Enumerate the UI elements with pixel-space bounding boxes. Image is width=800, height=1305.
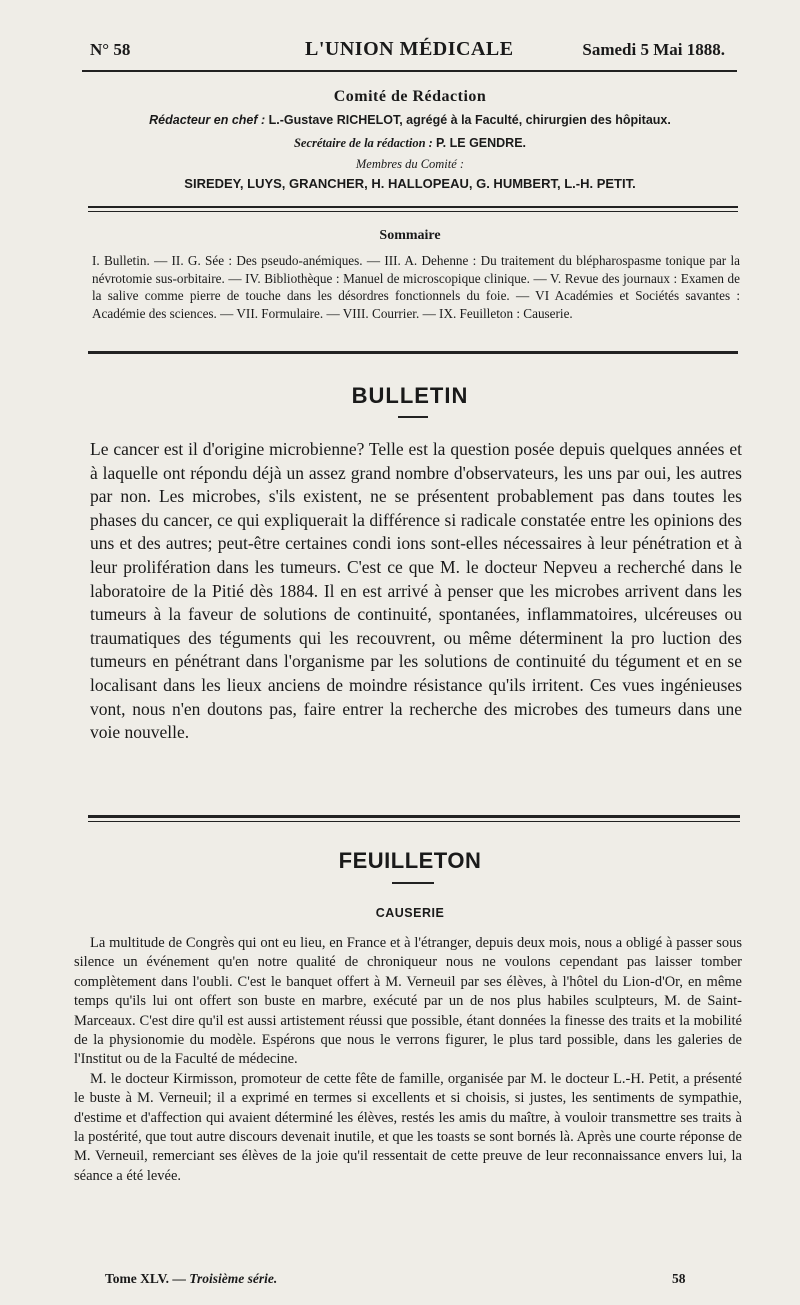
secretaire-label: Secrétaire de la rédaction :: [293, 136, 433, 150]
sommaire-title: Sommaire: [379, 228, 441, 243]
feuilleton-paragraph: La multitude de Congrès qui ont eu lieu, en France et à l'étranger, depuis deux mois, nous a obligé à passer sous silence un événement qu'en notre qualité de chroniqueur nous ne voulons cependant pas laisser tomber complètement dans l'oubli. C'est le banquet offert à M. Verneuil par ses élèves, à l'hôtel du Lion-d'Or, en même temps qu'ils lui ont offert son buste en marbre, exécuté par un de nos plus habiles sculpteurs, M. de Saint-Marceaux. C'est dire qu'il est aussi artistement réussi que possible, étant données la finesse des traits et la mobilité de la physionomie du modèle. Espérons que nous le verrons figurer, le plus tard possible, dans les galeries de l'Institut ou de la Faculté de médecine.: [74, 935, 742, 1068]
footer-tome-number: Tome XLV. —: [105, 1271, 186, 1286]
comite-rule-top: [88, 206, 738, 208]
bulletin-text: Le cancer est il d'origine microbienne? Telle est la question posée depuis quelques années et à laquelle ont répondu déjà un assez grand nombre d'observateurs, les uns par oui, les autres par non. Les microbes, s'ils existent, ne se présentent probablement pas dans toutes les phases du cancer, ce qui expliquerait la différence si radicale constatée entre les opinions des uns et des autres; peut-être certaines condi ions sont-elles nécessaires à leur pénétration et à leur prolifération dans les tumeurs. C'est ce que M. le docteur Nepveu a recherché dans le laboratoire de la Pitié dès 1884. Il en est arrivé à penser que les microbes arrivent dans les tumeurs à la faveur de solutions de continuité, spontanées, inflammatoires, ulcéreuses ou traumatiques des téguments qui les recouvrent, ou même déterminent la pro luction des tumeurs en pénétrant dans l'organisme par les solutions de continuité du tégument et en se localisant dans les lieux anciens de moindre résistance qu'ils irritent. Ces vues ingénieuses vont, nous n'en doutons pas, faire entrer la recherche des microbes des tumeurs dans une voie nouvelle.: [90, 439, 742, 743]
secretaire-name: P. LE GENDRE.: [435, 136, 527, 150]
causerie-title: CAUSERIE: [375, 906, 445, 920]
redacteur-line: [90, 113, 730, 127]
comite-rule-bottom: [88, 211, 738, 212]
bulletin-title: BULLETIN: [351, 383, 469, 408]
footer-tome: [105, 1271, 277, 1287]
bulletin-short-rule: [398, 416, 428, 418]
redacteur-name: L.-Gustave RICHELOT, agrégé à la Faculté, chirurgien des hôpitaux.: [268, 113, 671, 127]
membres-names: SIREDEY, LUYS, GRANCHER, H. HALLOPEAU, G. HUMBERT, L.-H. PETIT.: [184, 176, 636, 191]
feuilleton-title: FEUILLETON: [338, 848, 482, 873]
feuilleton-short-rule: [392, 882, 434, 884]
footer-page-number: 58: [672, 1271, 686, 1286]
secretaire-line: [90, 136, 730, 151]
header-rule: [82, 70, 737, 72]
membres-label: Membres du Comité :: [355, 157, 465, 171]
sommaire-text: I. Bulletin. — II. G. Sée : Des pseudo-anémiques. — III. A. Dehenne : Du traitement du blépharospasme tonique par la névrotomie sus-orbitaire. — IV. Bibliothèque : Manuel de microscopique clinique. — V. Revue des journaux : Examen de la salive comme pierre de touche dans les désordres fonctionnels du foie. — VI Académies et Sociétés savantes : Académie des sciences. — VII. Formulaire. — VIII. Courrier. — IX. Feuilleton : Causerie.: [92, 253, 740, 321]
feuilleton-paragraph: M. le docteur Kirmisson, promoteur de cette fête de famille, organisée par M. le docteur L.-H. Petit, a présenté le buste à M. Verneuil; il a exprimé en termes si excellents et si choisis, si justes, les sentiments de sympathie, d'estime et d'affection qui avaient déterminé les élèves, restés les amis du maître, à vouloir transmettre ses traits à la postérité, que tout autre discours devenait inutile, et que les toasts se sont bornés là. Après une courte réponse de M. Verneuil, remerciant ses élèves de la joie qu'il ressentait de cette preuve de leur reconnaissance envers lui, la séance a été levée.: [74, 1070, 742, 1184]
bulletin-rule-top: [88, 815, 740, 818]
comite-title: Comité de Rédaction: [333, 88, 487, 105]
footer-serie: Troisième série.: [189, 1271, 278, 1286]
issue-number: N° 58: [90, 40, 131, 59]
feuilleton-text: [74, 934, 742, 1186]
issue-date: Samedi 5 Mai 1888.: [582, 40, 725, 59]
journal-title: L'UNION MÉDICALE: [305, 38, 514, 60]
sommaire-rule: [88, 351, 738, 354]
redacteur-label: Rédacteur en chef :: [149, 113, 266, 127]
bulletin-rule-bottom: [88, 821, 740, 822]
page-header: [90, 38, 725, 66]
